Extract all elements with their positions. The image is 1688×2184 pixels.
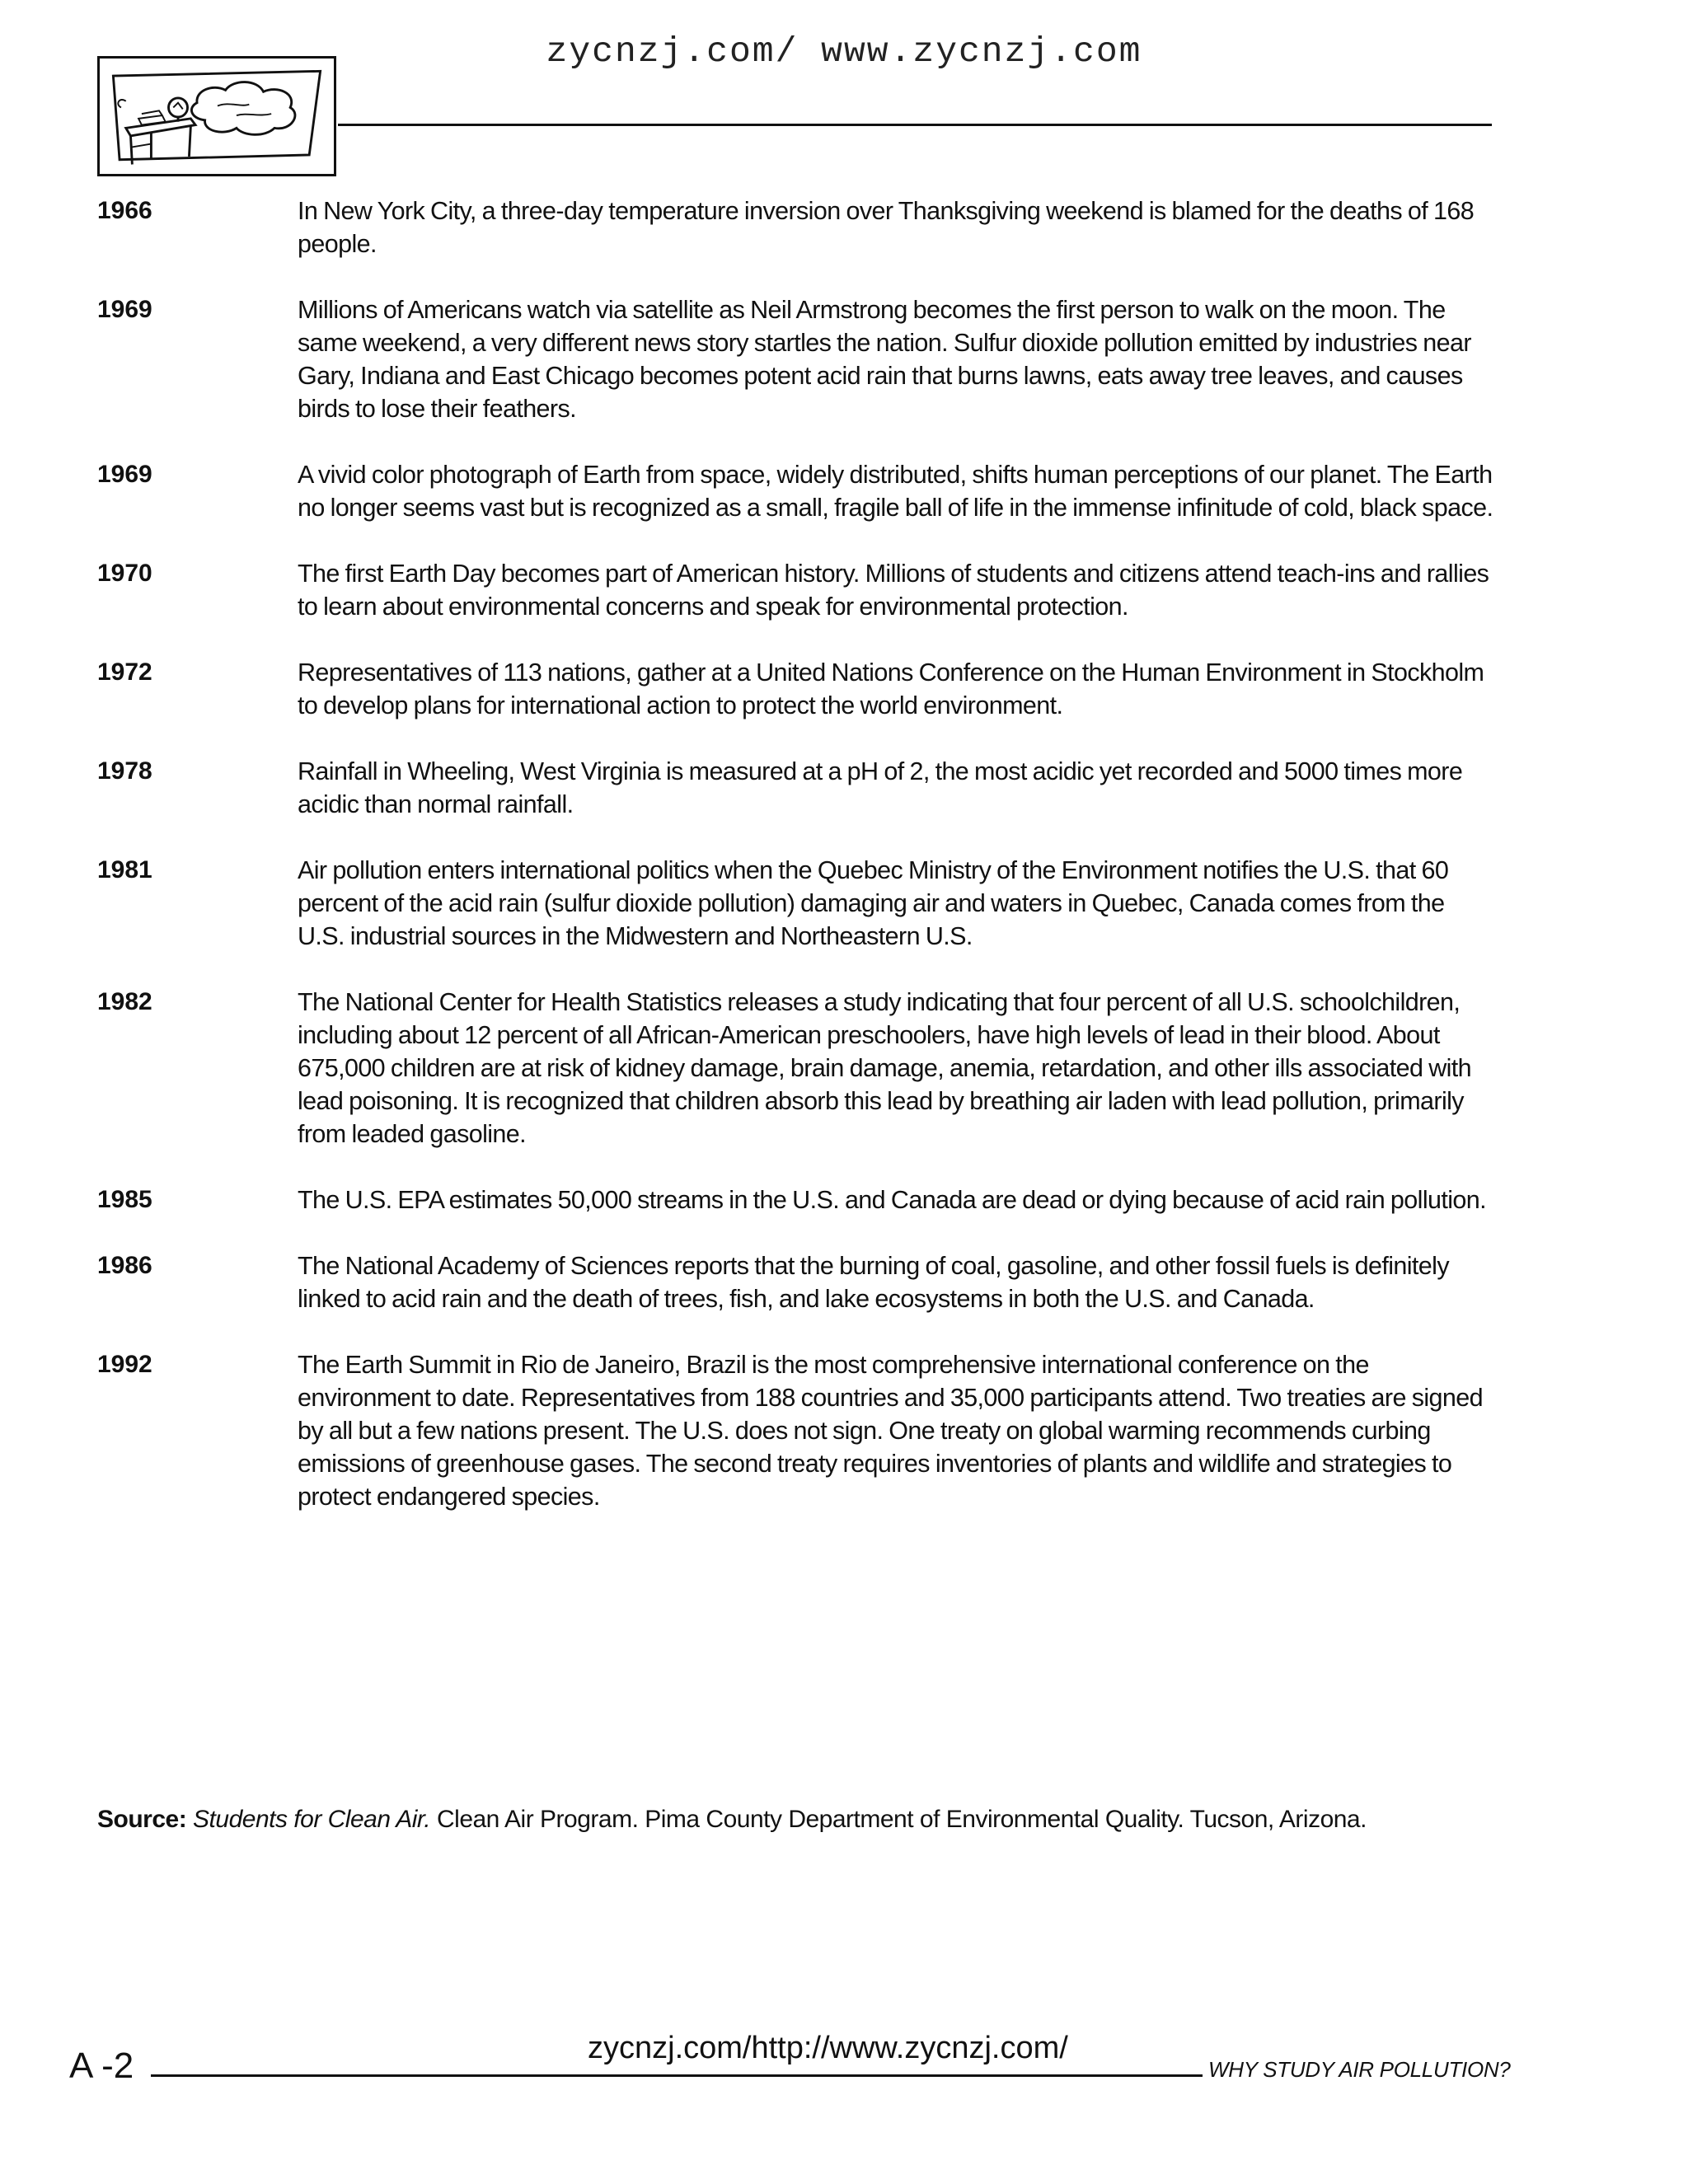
entry-year: 1986 bbox=[97, 1252, 152, 1279]
entry-year: 1970 bbox=[97, 560, 152, 587]
entry-year: 1992 bbox=[97, 1351, 152, 1378]
header-illustration bbox=[97, 56, 336, 176]
timeline-entry bbox=[97, 194, 1498, 260]
timeline-entry bbox=[97, 1249, 1498, 1315]
entry-year: 1969 bbox=[97, 461, 152, 488]
header-watermark: zycnzj.com/ www.zycnzj.com bbox=[546, 31, 1142, 72]
entry-description: The Earth Summit in Rio de Janeiro, Brazil is the most comprehensive international conference on the environment to date. Representatives from 188 countries and 35,000 participants attend. Two treaties are signed by all but a few nations present. The U.S. does not sign. One treaty on global warming recommends curbing emissions of greenhouse gases. The second treaty requires inventories of plants and wildlife and strategies to protect endangered species. bbox=[298, 1351, 1483, 1511]
timeline-entry bbox=[97, 656, 1498, 722]
source-details: Clean Air Program. Pima County Department of Environmental Quality. Tucson, Arizona. bbox=[436, 1806, 1367, 1833]
entry-description: A vivid color photograph of Earth from space, widely distributed, shifts human perceptions of our planet. The Earth no longer seems vast but is recognized as a small, fragile ball of life in the immense infinitude of cold, black space. bbox=[298, 461, 1493, 522]
entry-description: The National Center for Health Statistics releases a study indicating that four percent of all U.S. schoolchildren, including about 12 percent of all African-American preschoolers, have high levels of lead in their blood. About 675,000 children are at risk of kidney damage, brain damage, anemia, retardation, and other ills associated with lead poisoning. It is recognized that children absorb this lead by breathing air laden with lead pollution, primarily from leaded gasoline. bbox=[298, 988, 1472, 1148]
source-title: Students for Clean Air. bbox=[193, 1806, 431, 1833]
entry-description: The first Earth Day becomes part of American history. Millions of students and citizens attend teach-ins and rallies to learn about environmental concerns and speak for environmental protection. bbox=[298, 560, 1489, 621]
timeline-entry bbox=[97, 557, 1498, 623]
timeline-entry bbox=[97, 755, 1498, 821]
entry-description: Representatives of 113 nations, gather at a United Nations Conference on the Human Environment in Stockholm to develop plans for international action to protect the world environment. bbox=[298, 658, 1484, 719]
header-rule bbox=[338, 124, 1492, 126]
page-number: A -2 bbox=[69, 2046, 134, 2086]
timeline bbox=[97, 194, 1498, 1546]
desk-cloud-illustration bbox=[100, 59, 334, 174]
timeline-entry bbox=[97, 458, 1498, 524]
entry-year: 1978 bbox=[97, 757, 152, 785]
source-label: Source: bbox=[97, 1806, 187, 1833]
entry-year: 1966 bbox=[97, 197, 152, 224]
timeline-entry bbox=[97, 293, 1498, 425]
entry-year: 1982 bbox=[97, 988, 152, 1015]
entry-description: In New York City, a three-day temperature inversion over Thanksgiving weekend is blamed for the deaths of 168 people. bbox=[298, 197, 1475, 258]
entry-year: 1972 bbox=[97, 658, 152, 686]
entry-year: 1985 bbox=[97, 1186, 152, 1213]
timeline-entry bbox=[97, 1348, 1498, 1513]
entry-description: The U.S. EPA estimates 50,000 streams in the U.S. and Canada are dead or dying because of acid rain pollution. bbox=[298, 1186, 1487, 1214]
entry-description: Millions of Americans watch via satellite as Neil Armstrong becomes the first person to walk on the moon. The same weekend, a very different news story startles the nation. Sulfur dioxide pollution emitted by industries near Gary, Indiana and East Chicago becomes potent acid rain that burns lawns, eats away tree leaves, and causes birds to lose their feathers. bbox=[298, 296, 1471, 423]
entry-description: The National Academy of Sciences reports that the burning of coal, gasoline, and other fossil fuels is definitely linked to acid rain and the death of trees, fish, and lake ecosystems in both the U.S. and Canada. bbox=[298, 1252, 1449, 1313]
footer-rule bbox=[151, 2074, 1203, 2077]
entry-description: Air pollution enters international politics when the Quebec Ministry of the Environment notifies the U.S. that 60 percent of the acid rain (sulfur dioxide pollution) damaging air and waters in Quebec, Canada comes from the U.S. industrial sources in the Midwestern and Northeastern U.S. bbox=[298, 856, 1449, 950]
entry-description: Rainfall in Wheeling, West Virginia is measured at a pH of 2, the most acidic yet recorded and 5000 times more acidic than normal rainfall. bbox=[298, 757, 1463, 818]
source-citation bbox=[97, 1803, 1498, 1836]
footer-watermark: zycnzj.com/http://www.zycnzj.com/ bbox=[588, 2031, 1068, 2065]
timeline-entry bbox=[97, 1183, 1498, 1216]
footer-section-title: WHY STUDY AIR POLLUTION? bbox=[1208, 2057, 1511, 2082]
entry-year: 1969 bbox=[97, 296, 152, 323]
entry-year: 1981 bbox=[97, 856, 152, 883]
timeline-entry bbox=[97, 854, 1498, 953]
timeline-entry bbox=[97, 986, 1498, 1151]
